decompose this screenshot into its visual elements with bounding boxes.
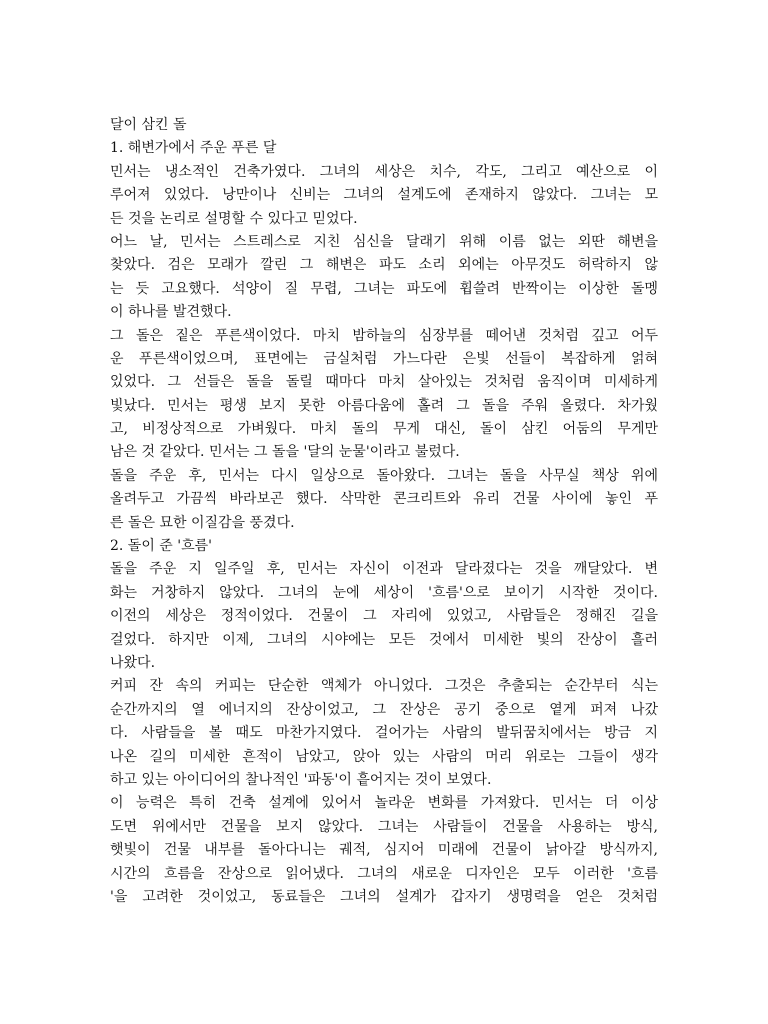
- body-text-line: 다. 사람들을 볼 때도 마찬가지였다. 걸어가는 사람의 발뒤꿈치에서는 방금 지: [110, 725, 658, 742]
- body-text-line: 민서는 냉소적인 건축가였다. 그녀의 세상은 치수, 각도, 그리고 예산으로 이: [110, 163, 658, 180]
- document-title: 달이 삼킨 돌: [110, 117, 187, 133]
- body-text-line: 나왔다.: [110, 654, 156, 671]
- body-text-line: 하고 있는 아이디어의 찰나적인 '파동'이 흩어지는 것이 보였다.: [110, 771, 492, 788]
- body-text-line: 루어져 있었다. 낭만이나 신비는 그녀의 설계도에 존재하지 않았다. 그녀는 모: [110, 187, 658, 204]
- body-text-line: 돌을 주운 후, 민서는 다시 일상으로 돌아왔다. 그녀는 돌을 사무실 책상 위에: [110, 467, 658, 484]
- body-text-line: 그 돌은 짙은 푸른색이었다. 마치 밤하늘의 심장부를 떼어낸 것처럼 깊고 어두: [110, 327, 658, 344]
- body-text-line: 나온 길의 미세한 흔적이 남았고, 앉아 있는 사람의 머리 위로는 그들이 생각: [110, 748, 658, 765]
- section-heading: 2. 돌이 준 '흐름': [110, 538, 213, 555]
- body-text-line: 이 능력은 특히 건축 설계에 있어서 놀라운 변화를 가져왔다. 민서는 더 이상: [110, 795, 658, 812]
- body-text-line: 는 듯 고요했다. 석양이 질 무렵, 그녀는 파도에 휩쓸려 반짝이는 이상한 돌멩: [110, 280, 658, 297]
- section-heading: 1. 해변가에서 주운 푸른 달: [110, 140, 277, 157]
- body-text-line: 올려두고 가끔씩 바라보곤 했다. 삭막한 콘크리트와 유리 건물 사이에 놓인 푸: [110, 491, 658, 508]
- body-text-line: 남은 것 같았다. 민서는 그 돌을 '달의 눈물'이라고 불렀다.: [110, 444, 460, 461]
- body-text-line: 시간의 흐름을 잔상으로 읽어냈다. 그녀의 새로운 디자인은 모두 이러한 '흐름: [110, 865, 658, 882]
- body-text-line: 커피 잔 속의 커피는 단순한 액체가 아니었다. 그것은 추출되는 순간부터 식는: [110, 678, 658, 695]
- body-text-line: 운 푸른색이었으며, 표면에는 금실처럼 가느다란 은빛 선들이 복잡하게 얽혀: [110, 350, 658, 367]
- body-text-line: 고, 비정상적으로 가벼웠다. 마치 돌의 무게 대신, 돌이 삼킨 어둠의 무게만: [110, 421, 659, 438]
- body-text-line: 든 것을 논리로 설명할 수 있다고 믿었다.: [110, 210, 358, 227]
- body-text-line: 른 돌은 묘한 이질감을 풍겼다.: [110, 514, 295, 531]
- body-text-line: 돌을 주운 지 일주일 후, 민서는 자신이 이전과 달라졌다는 것을 깨달았다. 변: [110, 561, 658, 578]
- body-text-line: 이전의 세상은 정적이었다. 건물이 그 자리에 있었고, 사람들은 정해진 길을: [110, 608, 658, 625]
- body-text-line: 걸었다. 하지만 이제, 그녀의 시야에는 모든 것에서 미세한 빛의 잔상이 흘러: [110, 631, 658, 648]
- body-text-line: 도면 위에서만 건물을 보지 않았다. 그녀는 사람들이 건물을 사용하는 방식,: [110, 818, 658, 835]
- body-text-line: '을 고려한 것이었고, 동료들은 그녀의 설계가 갑자기 생명력을 얻은 것처럼: [110, 888, 658, 905]
- body-text-line: 햇빛이 건물 내부를 돌아다니는 궤적, 심지어 미래에 건물이 낡아갈 방식까지,: [110, 842, 658, 859]
- body-text-line: 빛났다. 민서는 평생 보지 못한 아름다움에 홀려 그 돌을 주워 올렸다. 차가웠: [110, 397, 658, 414]
- body-text-line: 순간까지의 열 에너지의 잔상이었고, 그 잔상은 공기 중으로 옅게 퍼져 나갔: [110, 701, 658, 718]
- body-text-line: 이 하나를 발견했다.: [110, 304, 232, 321]
- body-text-line: 어느 날, 민서는 스트레스로 지친 심신을 달래기 위해 이름 없는 외딴 해변을: [110, 233, 658, 250]
- body-text-line: 찾았다. 검은 모래가 깔린 그 해변은 파도 소리 외에는 아무것도 허락하지 않: [110, 257, 658, 274]
- body-text-line: 있었다. 그 선들은 돌을 돌릴 때마다 마치 살아있는 것처럼 움직이며 미세하게: [110, 374, 658, 391]
- body-text-line: 화는 거창하지 않았다. 그녀의 눈에 세상이 '흐름'으로 보이기 시작한 것이다.: [110, 584, 658, 601]
- document-body: [110, 114, 658, 909]
